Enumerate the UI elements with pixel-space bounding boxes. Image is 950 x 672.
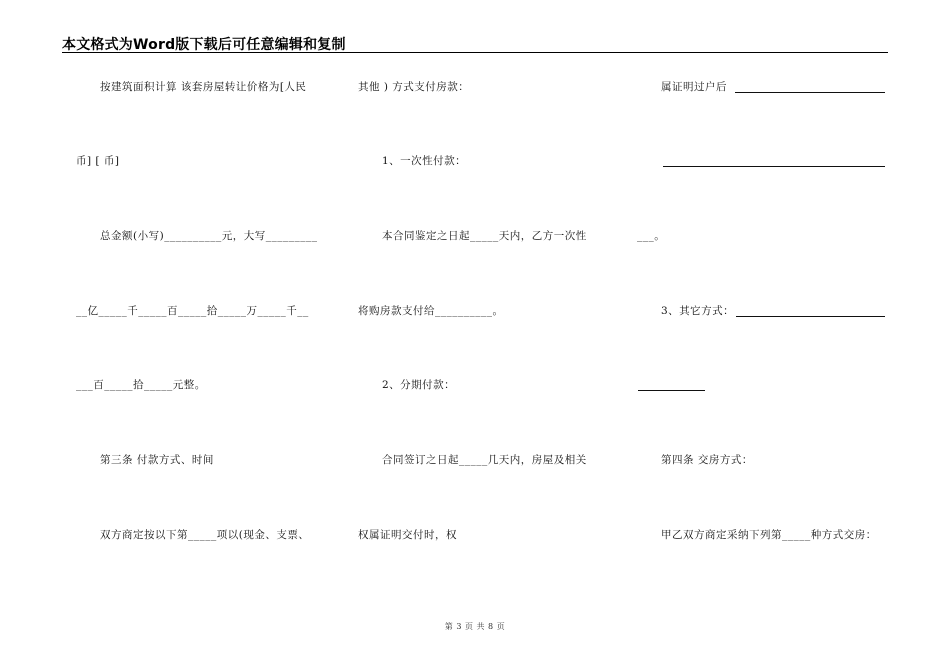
- section-heading: 第四条 交房方式：: [661, 454, 753, 466]
- fill-in-blank: [735, 92, 885, 93]
- paragraph-line: 按建筑面积计算 该套房屋转让价格为[人民: [100, 81, 307, 93]
- paragraph-line: 权属证明交付时，权: [358, 529, 457, 541]
- text-column-3: [637, 0, 892, 672]
- paragraph-line: __亿_____千_____百_____拾_____万_____千__: [76, 305, 309, 317]
- document-header-title: 本文格式为Word版下载后可任意编辑和复制: [62, 37, 346, 53]
- paragraph-line: 属证明过户后: [661, 81, 727, 93]
- paragraph-line: ___百_____拾_____元整。: [76, 379, 206, 391]
- paragraph-line: 将购房款支付给__________。: [358, 305, 504, 317]
- paragraph-line: 币] [ 币]: [76, 155, 120, 167]
- paragraph-line: ___。: [637, 230, 666, 242]
- paragraph-line: 合同签订之日起_____几天内，房屋及相关: [382, 454, 587, 466]
- fill-in-blank: [638, 390, 705, 391]
- paragraph-line: 总金额(小写)__________元，大写_________: [100, 230, 318, 242]
- paragraph-line: 其他 ) 方式支付房款：: [358, 81, 470, 93]
- page-number-footer: 第 3 页 共 8 页: [444, 622, 506, 631]
- list-item-heading: 1、一次性付款：: [382, 155, 467, 167]
- paragraph-line: 本合同鉴定之日起_____天内，乙方一次性: [382, 230, 587, 242]
- paragraph-line: 双方商定按以下第_____项以(现金、支票、: [100, 529, 310, 541]
- list-item-heading: 2、分期付款：: [382, 379, 456, 391]
- text-column-1: [76, 0, 326, 672]
- text-column-2: [358, 0, 608, 672]
- fill-in-blank: [736, 316, 885, 317]
- section-heading: 第三条 付款方式、时间: [100, 454, 214, 466]
- fill-in-blank: [663, 166, 885, 167]
- paragraph-line: 甲乙双方商定采纳下列第_____种方式交房：: [661, 529, 877, 541]
- list-item-heading: 3、其它方式：: [661, 305, 735, 317]
